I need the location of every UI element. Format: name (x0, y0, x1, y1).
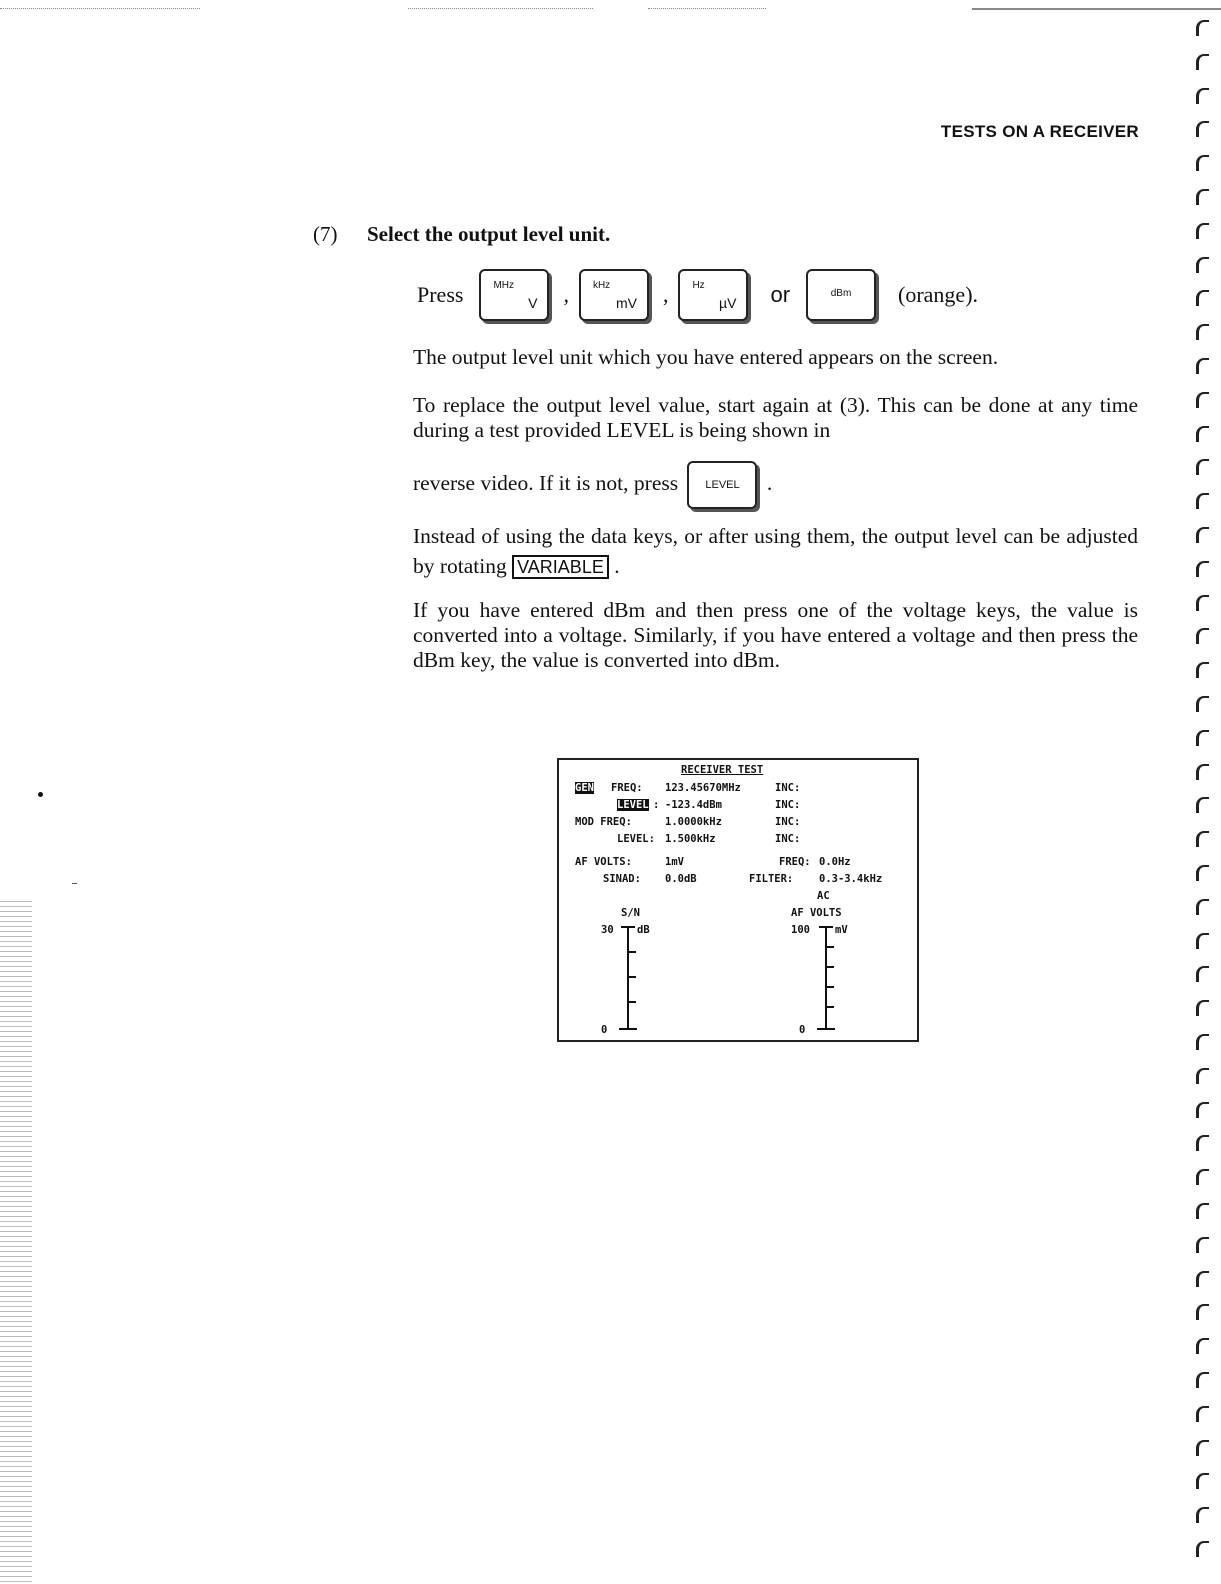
filter-value: 0.3-3.4kHz (819, 873, 883, 885)
orange-note: (orange). (898, 282, 979, 307)
receiver-test-screen (557, 758, 919, 1042)
binding-ring (1196, 865, 1209, 881)
binding-ring (1196, 1304, 1209, 1320)
af-meter-unit: mV (835, 924, 848, 936)
binding-ring (1196, 1507, 1209, 1523)
step-title: Select the output level unit. (367, 222, 611, 246)
filter-label: FILTER: (749, 873, 794, 885)
af-scale-tick (826, 1006, 834, 1008)
binding-ring (1196, 459, 1209, 475)
spiral-binding (1191, 20, 1221, 1580)
press-keys-row (417, 268, 978, 322)
level-key[interactable]: LEVEL (687, 461, 757, 509)
mod-level-value: 1.500kHz (665, 833, 716, 845)
scan-speck (38, 792, 43, 797)
sinad-label: SINAD: (603, 873, 641, 885)
af-scale-axis (825, 926, 827, 1030)
top-rule-4 (972, 8, 1221, 10)
khz-mv-key[interactable] (579, 269, 649, 321)
top-rule-3 (648, 8, 766, 9)
sn-meter-title: S/N (621, 907, 640, 919)
sn-scale-bottom (619, 1028, 637, 1030)
binding-ring (1196, 189, 1209, 205)
binding-ring (1196, 1000, 1209, 1016)
af-scale-tick (826, 986, 834, 988)
binding-ring (1196, 730, 1209, 746)
mod-inc: INC: (775, 816, 801, 828)
binding-ring (1196, 527, 1209, 543)
key-bottom-label: µV (719, 295, 737, 311)
key-bottom-label: mV (615, 295, 637, 311)
binding-ring (1196, 1440, 1209, 1456)
af-volts-value: 1mV (665, 856, 684, 868)
af-meter-max: 100 (791, 924, 810, 936)
period: . (766, 471, 773, 495)
mod-level-label: LEVEL: (617, 833, 655, 845)
binding-ring (1196, 899, 1209, 915)
af-scale-tick (826, 946, 834, 948)
binding-ring (1196, 426, 1209, 442)
rf-freq-value: 123.45670MHz (665, 782, 741, 794)
af-volts-label: AF VOLTS: (575, 856, 632, 868)
sn-scale-tick (628, 1001, 636, 1003)
af-meter-title: AF VOLTS (791, 907, 842, 919)
sn-meter-unit: dB (637, 924, 650, 936)
key-bottom-label: V (528, 295, 538, 311)
mhz-v-key[interactable] (479, 269, 549, 321)
rf-freq-label: FREQ: (611, 782, 643, 794)
sn-meter-min: 0 (601, 1024, 608, 1036)
press-label: Press (417, 282, 464, 307)
paragraph-text: To replace the output level value, start again at (3). This can be done at any time during a test provided LEVEL is being shown in (413, 393, 1138, 442)
top-rule-2 (408, 8, 593, 9)
binding-ring (1196, 595, 1209, 611)
af-meter-min: 0 (799, 1024, 806, 1036)
sn-meter-max: 30 (601, 924, 614, 936)
binding-ring (1196, 1068, 1209, 1084)
sn-scale-tick (628, 976, 636, 978)
binding-ring (1196, 223, 1209, 239)
mod-freq-label: MOD FREQ: (575, 816, 632, 828)
comma: , (662, 282, 669, 307)
binding-ring (1196, 1034, 1209, 1050)
paragraph-replace-value (413, 393, 1138, 443)
mod-level-inc: INC: (775, 833, 801, 845)
binding-ring (1196, 493, 1209, 509)
binding-ring (1196, 696, 1209, 712)
binding-ring (1196, 54, 1209, 70)
binding-ring (1196, 358, 1209, 374)
key-top-label: kHz (592, 280, 611, 291)
key-label: dBm (830, 288, 852, 299)
key-top-label: MHz (493, 280, 515, 291)
paragraph-conversion: If you have entered dBm and then press one of the voltage keys, the value is converted into a voltage. Similarly, if you have entered a voltage and then press the dBm key, the value is converted into dBm. (413, 598, 1138, 672)
binding-ring (1196, 628, 1209, 644)
step-heading (313, 222, 610, 247)
af-meter-title-top: AC (817, 890, 830, 902)
step-number: (7) (313, 222, 338, 246)
paragraph-text: Instead of using the data keys, or after using them, the output level can be adjusted by rotating (413, 524, 1138, 578)
binding-ring (1196, 966, 1209, 982)
paragraph-unit-appears: The output level unit which you have entered appears on the screen. (413, 345, 999, 369)
page-header-title: TESTS ON A RECEIVER (940, 122, 1139, 141)
binding-ring (1196, 1338, 1209, 1354)
gen-label: GEN (575, 782, 594, 794)
paragraph-text: reverse video. If it is not, press (413, 471, 679, 495)
af-freq-label: FREQ: (779, 856, 811, 868)
level-value: -123.4dBm (665, 799, 722, 811)
binding-ring (1196, 933, 1209, 949)
period: . (614, 554, 620, 578)
binding-ring (1196, 1135, 1209, 1151)
sn-scale-axis (627, 926, 629, 1030)
af-scale-tick (826, 966, 834, 968)
paragraph-reverse-video (413, 458, 1138, 509)
binding-ring (1196, 1102, 1209, 1118)
binding-ring (1196, 1406, 1209, 1422)
variable-knob-label[interactable]: VARIABLE (512, 555, 609, 579)
binding-ring (1196, 1473, 1209, 1489)
level-label-reverse: LEVEL (617, 799, 649, 811)
level-colon: : (653, 799, 660, 811)
paragraph-variable (413, 521, 1138, 581)
key-top-label: Hz (692, 280, 705, 291)
sinad-value: 0.0dB (665, 873, 697, 885)
binding-ring (1196, 561, 1209, 577)
binding-ring (1196, 662, 1209, 678)
binding-ring (1196, 155, 1209, 171)
binding-ring (1196, 392, 1209, 408)
binding-ring (1196, 121, 1209, 137)
dbm-key[interactable] (806, 269, 876, 321)
level-inc: INC: (775, 799, 801, 811)
comma: , (563, 282, 569, 307)
binding-ring (1196, 764, 1209, 780)
top-rule-1 (0, 8, 200, 9)
binding-ring (1196, 324, 1209, 340)
binding-ring (1196, 1237, 1209, 1253)
binding-ring (1196, 290, 1209, 306)
hz-uv-key[interactable] (678, 269, 748, 321)
af-scale-bottom (817, 1028, 835, 1030)
binding-ring (1196, 1372, 1209, 1388)
binding-ring (1196, 831, 1209, 847)
sn-scale-tick (628, 951, 636, 953)
mod-freq-value: 1.0000kHz (665, 816, 722, 828)
binding-ring (1196, 257, 1209, 273)
screen-title: RECEIVER TEST (681, 764, 764, 776)
binding-ring (1196, 20, 1209, 36)
scan-speck (72, 883, 77, 884)
binding-ring (1196, 1169, 1209, 1185)
af-freq-value: 0.0Hz (819, 856, 851, 868)
rf-inc: INC: (775, 782, 801, 794)
binding-ring (1196, 88, 1209, 104)
binding-ring (1196, 797, 1209, 813)
binding-ring (1196, 1541, 1209, 1557)
binding-ring (1196, 1271, 1209, 1287)
or-label: or (770, 282, 791, 307)
binding-ring (1196, 1203, 1209, 1219)
scan-edge-noise (0, 900, 32, 1584)
